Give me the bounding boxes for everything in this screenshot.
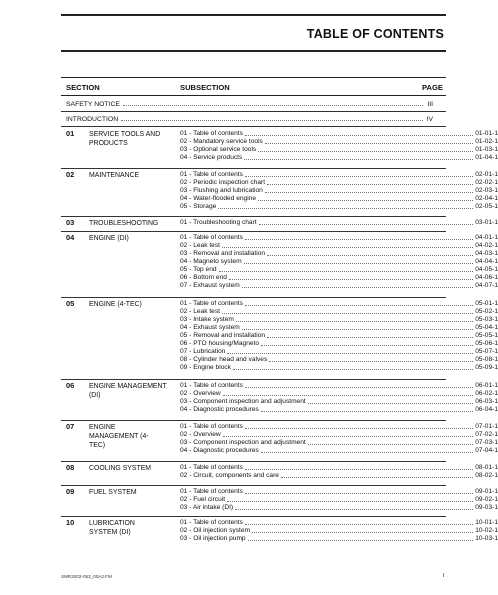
subsection-entry[interactable] — [180, 447, 498, 455]
subsection-entry[interactable] — [180, 382, 498, 390]
subsection-entry[interactable] — [180, 154, 498, 162]
section-name: ENGINE (4-TEC) — [89, 301, 142, 308]
subsection-page: 01-02-1 — [475, 138, 498, 145]
subsection-entry[interactable] — [180, 316, 498, 324]
separator — [61, 485, 446, 486]
section-number: 06 — [66, 381, 75, 390]
leader-dots — [245, 239, 473, 240]
subsection-page: 10-02-1 — [475, 527, 498, 534]
leader-dots — [227, 501, 473, 502]
subsection-page: 04-01-1 — [475, 234, 498, 241]
subsection-page: 05-03-1 — [475, 316, 498, 323]
subsection-list — [180, 130, 498, 162]
leader-dots — [229, 279, 473, 280]
subsection-title: 01 - Troubleshooting chart — [180, 219, 257, 226]
subsection-entry[interactable] — [180, 195, 498, 203]
introduction-label: INTRODUCTION — [66, 116, 119, 123]
subsection-title: 03 - Removal and installation — [180, 250, 266, 257]
page-title: TABLE OF CONTENTS — [306, 27, 444, 41]
subsection-list — [180, 488, 498, 512]
leader-dots — [245, 524, 473, 525]
subsection-entry[interactable] — [180, 348, 498, 356]
subsection-page: 01-03-1 — [475, 146, 498, 153]
separator — [61, 231, 446, 232]
subsection-page: 05-05-1 — [475, 332, 498, 339]
subsection-title: 08 - Cylinder head and valves — [180, 356, 268, 363]
subsection-title: 02 - Leak test — [180, 242, 220, 249]
subsection-entry[interactable] — [180, 535, 498, 543]
subsection-entry[interactable] — [180, 398, 498, 406]
subsection-entry[interactable] — [180, 203, 498, 211]
leader-dots — [245, 428, 473, 429]
separator — [61, 516, 446, 517]
subsection-page: 09-01-1 — [475, 488, 498, 495]
subsection-page: 04-06-1 — [475, 274, 498, 281]
separator — [61, 216, 446, 217]
section-number: 02 — [66, 170, 75, 179]
subsection-title: 03 - Oil injection pump — [180, 535, 246, 542]
subsection-title: 01 - Table of contents — [180, 423, 243, 430]
subsection-page: 05-07-1 — [475, 348, 498, 355]
subsection-title: 05 - Storage — [180, 203, 217, 210]
subsection-entry[interactable] — [180, 406, 498, 414]
section-name: MAINTENANCE — [89, 172, 140, 179]
subsection-entry[interactable] — [180, 274, 498, 282]
subsection-page: 06-03-1 — [475, 398, 498, 405]
separator — [61, 297, 446, 298]
subsection-page: 02-04-1 — [475, 195, 498, 202]
subsection-entry[interactable] — [180, 439, 498, 447]
subsection-list — [180, 519, 498, 543]
subsection-title: 02 - Overview — [180, 390, 221, 397]
subsection-title: 07 - Exhaust system — [180, 282, 240, 289]
subsection-entry[interactable] — [180, 519, 498, 527]
subsection-page: 05-09-1 — [475, 364, 498, 371]
subsection-page: 02-05-1 — [475, 203, 498, 210]
subsection-title: 03 - Flushing and lubrication — [180, 187, 263, 194]
subsection-title: 04 - Service products — [180, 154, 243, 161]
subsection-entry[interactable] — [180, 266, 498, 274]
subsection-title: 06 - Bottom end — [180, 274, 227, 281]
subsection-page: 07-04-1 — [475, 447, 498, 454]
separator — [61, 379, 446, 380]
subsection-entry[interactable] — [180, 171, 498, 179]
subsection-entry[interactable] — [180, 472, 498, 480]
subsection-page: 04-07-1 — [475, 282, 498, 289]
subsection-page: 08-02-1 — [475, 472, 498, 479]
subsection-title: 03 - Optional service tools — [180, 146, 257, 153]
page-header: PAGE — [422, 83, 443, 92]
subsection-entry[interactable] — [180, 390, 498, 398]
subsection-list — [180, 300, 498, 372]
leader-dots — [248, 540, 474, 541]
subsection-title: 02 - Leak test — [180, 308, 220, 315]
subsection-page: 09-03-1 — [475, 504, 498, 511]
subsection-entry[interactable] — [180, 234, 498, 242]
section-name: COOLING SYSTEM — [89, 465, 152, 472]
leader-dots — [245, 305, 473, 306]
subsection-page: 07-02-1 — [475, 431, 498, 438]
subsection-title: 03 - Component inspection and adjustment — [180, 398, 306, 405]
subsection-title: 02 - Circuit, components and care — [180, 472, 279, 479]
subsection-entry[interactable] — [180, 488, 498, 496]
leader-dots — [223, 395, 474, 396]
leader-dots — [261, 411, 473, 412]
safety-notice-page: III — [427, 101, 433, 108]
subsection-title: 02 - Overview — [180, 431, 221, 438]
leader-dots — [218, 208, 473, 209]
leader-dots — [308, 403, 474, 404]
subsection-page: 10-03-1 — [475, 535, 498, 542]
subsection-entry[interactable] — [180, 258, 498, 266]
subsection-page: 07-01-1 — [475, 423, 498, 430]
subsection-list — [180, 423, 498, 455]
leader-dots — [267, 184, 473, 185]
leader-dots — [308, 444, 474, 445]
leader-dots — [267, 337, 473, 338]
subsection-page: 01-01-1 — [475, 130, 498, 137]
subsection-title: 01 - Table of contents — [180, 519, 243, 526]
section-number: 10 — [66, 518, 75, 527]
section-name: ENGINE (DI) — [89, 235, 129, 242]
separator — [61, 126, 446, 127]
subsection-page: 02-02-1 — [475, 179, 498, 186]
subsection-entry[interactable] — [180, 187, 498, 195]
subsection-entry[interactable] — [180, 179, 498, 187]
subsection-page: 09-02-1 — [475, 496, 498, 503]
subsection-title: 04 - Magneto system — [180, 258, 242, 265]
subsection-title: 01 - Table of contents — [180, 171, 243, 178]
section-name: FUEL SYSTEM — [89, 489, 137, 496]
subsection-entry[interactable] — [180, 242, 498, 250]
leader-dots — [265, 192, 473, 193]
section-number: 09 — [66, 487, 75, 496]
section-number: 03 — [66, 218, 75, 227]
leader-dots — [235, 509, 473, 510]
subsection-title: 01 - Table of contents — [180, 382, 243, 389]
subsection-title: 01 - Table of contents — [180, 300, 243, 307]
subsection-title: 04 - Exhaust system — [180, 324, 240, 331]
subsection-header: SUBSECTION — [180, 83, 230, 92]
subsection-page: 01-04-1 — [475, 154, 498, 161]
safety-notice-label: SAFETY NOTICE — [66, 101, 120, 108]
leader-dots — [242, 287, 474, 288]
subsection-entry[interactable] — [180, 527, 498, 535]
leader-dots — [265, 143, 473, 144]
subsection-title: 01 - Table of contents — [180, 234, 243, 241]
subsection-title: 05 - Removal and installation — [180, 332, 266, 339]
subsection-list — [180, 382, 498, 414]
leader-dots — [258, 151, 473, 152]
subsection-title: 03 - Intake system — [180, 316, 234, 323]
header-bottom-rule — [61, 95, 446, 96]
subsection-title: 06 - PTO housing/Magneto — [180, 340, 260, 347]
leader-dots — [244, 159, 473, 160]
section-header: SECTION — [66, 83, 100, 92]
header-top-rule — [61, 77, 446, 78]
leader-dots — [244, 263, 474, 264]
leader-dots — [261, 345, 473, 346]
leader-dots — [269, 361, 473, 362]
subsection-page: 06-01-1 — [475, 382, 498, 389]
leader-dots — [245, 469, 473, 470]
introduction-page: IV — [426, 116, 433, 123]
footer-page-number: I — [442, 573, 444, 579]
leader-dots — [245, 493, 473, 494]
subsection-title: 03 - Air intake (DI) — [180, 504, 234, 511]
section-number: 04 — [66, 233, 75, 242]
subsection-page: 10-01-1 — [475, 519, 498, 526]
subsection-page: 06-02-1 — [475, 390, 498, 397]
subsection-list — [180, 234, 498, 290]
leader-dots — [227, 353, 473, 354]
leader-dots — [219, 271, 474, 272]
footer-code: SMR2002-053_00A2.FM — [61, 574, 112, 579]
subsection-title: 02 - Oil injection system — [180, 527, 250, 534]
subsection-title: 03 - Component inspection and adjustment — [180, 439, 306, 446]
subsection-title: 01 - Table of contents — [180, 488, 243, 495]
subsection-page: 04-04-1 — [475, 258, 498, 265]
subsection-entry[interactable] — [180, 130, 498, 138]
subsection-title: 02 - Fuel circuit — [180, 496, 226, 503]
subsection-page: 02-01-1 — [475, 171, 498, 178]
subsection-entry[interactable] — [180, 356, 498, 364]
subsection-entry[interactable] — [180, 324, 498, 332]
subsection-page: 06-04-1 — [475, 406, 498, 413]
leader-dots — [245, 176, 473, 177]
leader-dots — [123, 105, 423, 106]
leader-dots — [245, 387, 473, 388]
section-number: 08 — [66, 463, 75, 472]
subsection-title: 04 - Diagnostic procedures — [180, 406, 259, 413]
subsection-title: 04 - Water-flooded engine — [180, 195, 256, 202]
subsection-list — [180, 219, 498, 227]
separator — [61, 168, 446, 169]
section-name: SERVICE TOOLS AND PRODUCTS — [89, 131, 161, 147]
subsection-title: 05 - Top end — [180, 266, 217, 273]
leader-dots — [222, 313, 473, 314]
leader-dots — [259, 224, 474, 225]
leader-dots — [223, 436, 474, 437]
subsection-page: 05-08-1 — [475, 356, 498, 363]
subsection-title: 04 - Diagnostic procedures — [180, 447, 259, 454]
section-number: 01 — [66, 129, 75, 138]
subsection-entry[interactable] — [180, 332, 498, 340]
subsection-page: 05-02-1 — [475, 308, 498, 315]
subsection-list — [180, 171, 498, 211]
section-name: LUBRICATION SYSTEM (DI) — [89, 520, 135, 536]
subsection-page: 02-03-1 — [475, 187, 498, 194]
separator — [61, 461, 446, 462]
subsection-entry[interactable] — [180, 282, 498, 290]
leader-dots — [281, 477, 473, 478]
subsection-title: 07 - Lubrication — [180, 348, 226, 355]
subsection-page: 05-04-1 — [475, 324, 498, 331]
subsection-page: 07-03-1 — [475, 439, 498, 446]
subsection-page: 08-01-1 — [475, 464, 498, 471]
subsection-entry[interactable] — [180, 300, 498, 308]
section-number: 05 — [66, 299, 75, 308]
separator — [61, 420, 446, 421]
leader-dots — [267, 255, 473, 256]
subsection-page: 05-01-1 — [475, 300, 498, 307]
subsection-title: 09 - Engine block — [180, 364, 231, 371]
subsection-title: 01 - Table of contents — [180, 464, 243, 471]
subsection-page: 05-06-1 — [475, 340, 498, 347]
subsection-title: 02 - Mandatory service tools — [180, 138, 263, 145]
leader-dots — [121, 120, 422, 121]
subsection-entry[interactable] — [180, 496, 498, 504]
subsection-page: 04-03-1 — [475, 250, 498, 257]
subsection-title: 01 - Table of contents — [180, 130, 243, 137]
subsection-entry[interactable] — [180, 464, 498, 472]
leader-dots — [245, 135, 473, 136]
subsection-entry[interactable] — [180, 340, 498, 348]
introduction-row[interactable] — [66, 114, 433, 123]
title-rule — [61, 50, 446, 52]
subsection-entry[interactable] — [180, 146, 498, 154]
leader-dots — [236, 321, 473, 322]
subsection-page: 03-01-1 — [475, 219, 498, 226]
subsection-title: 02 - Periodic inspection chart — [180, 179, 266, 186]
subsection-list — [180, 464, 498, 480]
separator — [61, 111, 446, 112]
subsection-entry[interactable] — [180, 431, 498, 439]
subsection-entry[interactable] — [180, 138, 498, 146]
safety-notice-row[interactable] — [66, 99, 433, 108]
section-name: ENGINE MANAGEMENT (DI) — [89, 383, 167, 399]
leader-dots — [242, 329, 474, 330]
subsection-entry[interactable] — [180, 504, 498, 512]
section-name: TROUBLESHOOTING — [89, 220, 159, 227]
leader-dots — [233, 369, 473, 370]
subsection-entry[interactable] — [180, 219, 498, 227]
subsection-entry[interactable] — [180, 250, 498, 258]
top-rule — [61, 14, 446, 16]
leader-dots — [222, 247, 473, 248]
section-name: ENGINE MANAGEMENT (4-TEC) — [89, 424, 149, 449]
leader-dots — [261, 452, 473, 453]
subsection-page: 04-02-1 — [475, 242, 498, 249]
leader-dots — [252, 532, 473, 533]
leader-dots — [258, 200, 473, 201]
subsection-page: 04-05-1 — [475, 266, 498, 273]
subsection-entry[interactable] — [180, 423, 498, 431]
subsection-entry[interactable] — [180, 364, 498, 372]
subsection-entry[interactable] — [180, 308, 498, 316]
section-number: 07 — [66, 422, 75, 431]
